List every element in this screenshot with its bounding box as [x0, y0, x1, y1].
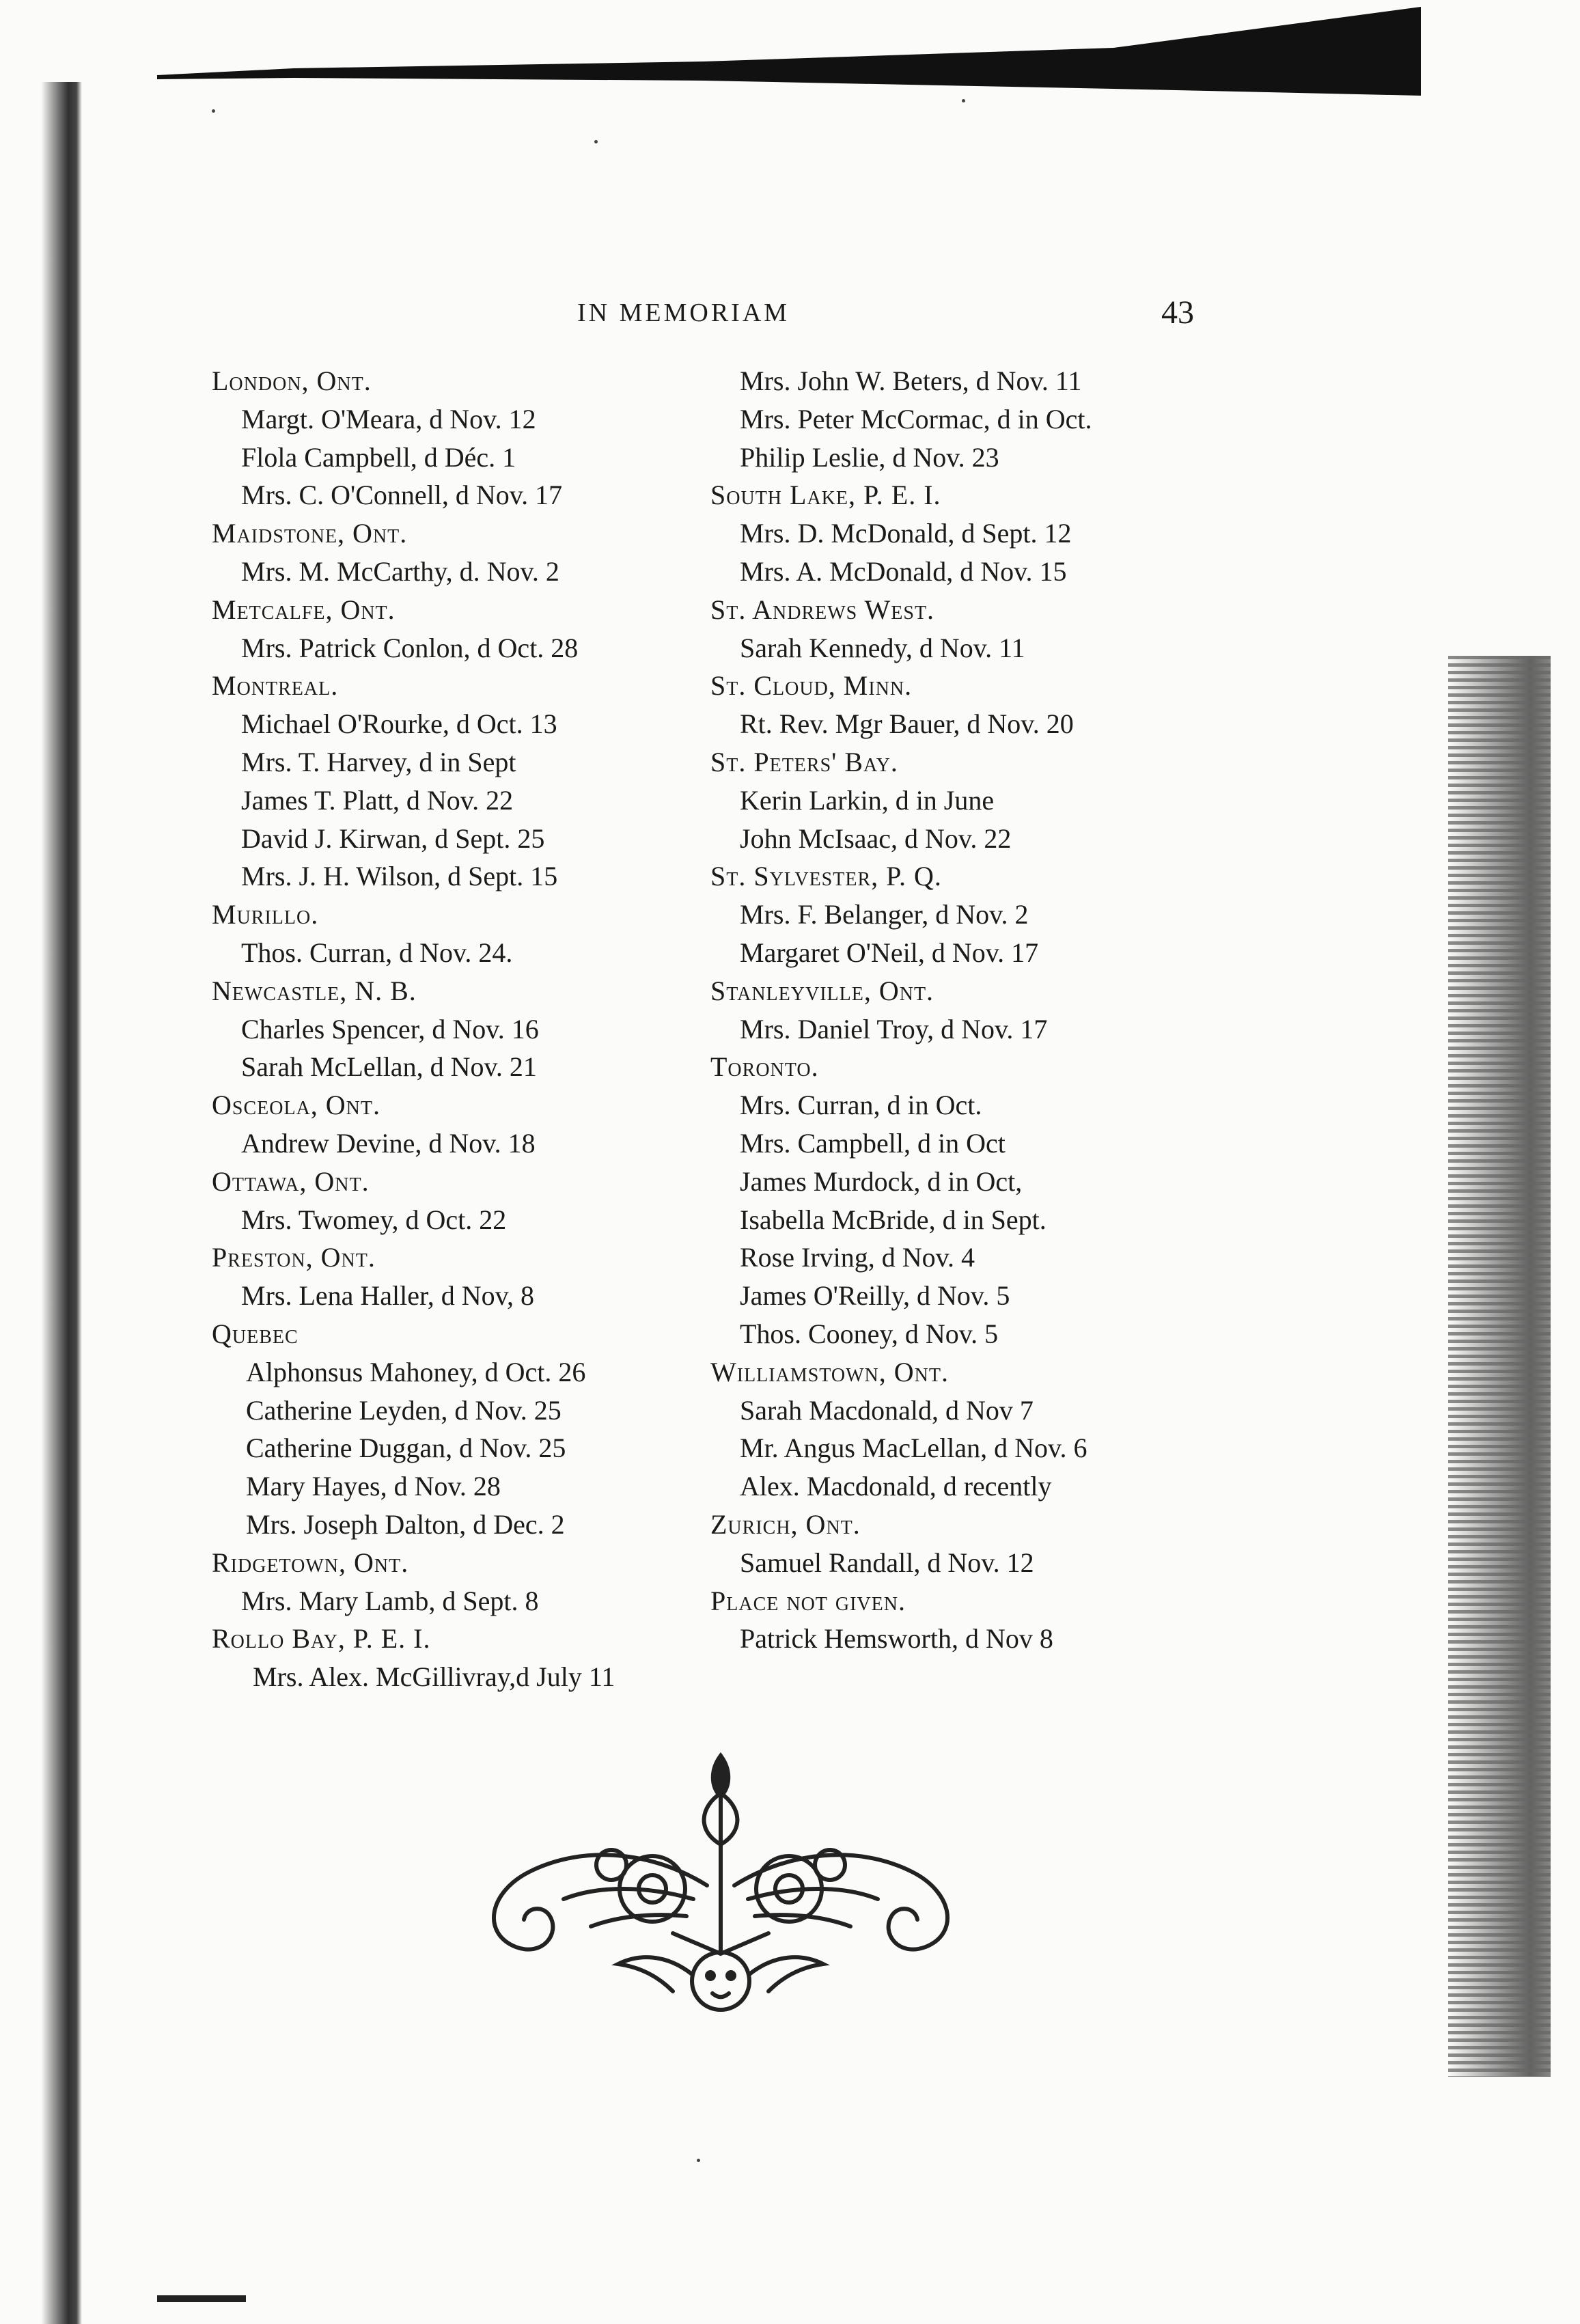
place-heading: Preston, Ont.	[212, 1242, 376, 1273]
obituary-entry: Samuel Randall, d Nov. 12	[740, 1547, 1034, 1578]
obituary-entry: Mrs. C. O'Connell, d Nov. 17	[241, 480, 563, 511]
place-heading: Williamstown, Ont.	[710, 1356, 949, 1387]
place-heading: St. Peters' Bay.	[710, 746, 898, 777]
place-heading: Stanleyville, Ont.	[710, 975, 934, 1006]
place-heading: Toronto.	[710, 1051, 819, 1083]
place-heading: Rollo Bay, P. E. I.	[212, 1623, 431, 1655]
obituary-entry: Mrs. M. McCarthy, d. Nov. 2	[241, 555, 559, 587]
running-head: IN MEMORIAM	[577, 299, 790, 327]
obituary-entry: Michael O'Rourke, d Oct. 13	[241, 708, 557, 740]
place-heading: St. Sylvester, P. Q.	[710, 861, 942, 892]
place-heading: St. Cloud, Minn.	[710, 670, 913, 702]
place-heading: South Lake, P. E. I.	[710, 480, 941, 511]
left-column	[212, 362, 745, 1696]
place-heading: Maidstone, Ont.	[212, 518, 408, 549]
obituary-entry: Mrs. Peter McCormac, d in Oct.	[740, 403, 1092, 434]
obituary-entry: Sarah McLellan, d Nov. 21	[241, 1051, 537, 1083]
obituary-entry: Mrs. F. Belanger, d Nov. 2	[740, 899, 1029, 930]
obituary-entry: James O'Reilly, d Nov. 5	[740, 1280, 1010, 1312]
obituary-entry: Isabella McBride, d in Sept.	[740, 1204, 1047, 1235]
floral-scroll-ornament-icon	[447, 1728, 994, 2070]
place-heading: Ridgetown, Ont.	[212, 1547, 409, 1578]
place-heading: Murillo.	[212, 899, 319, 930]
scan-edge-bottom	[157, 2295, 246, 2302]
speck	[594, 140, 598, 143]
place-heading: Osceola, Ont.	[212, 1090, 380, 1121]
obituary-entry: Catherine Duggan, d Nov. 25	[246, 1433, 566, 1464]
page-number: 43	[1161, 294, 1194, 331]
obituary-entry: Margaret O'Neil, d Nov. 17	[740, 937, 1039, 968]
obituary-entry: Mrs. John W. Beters, d Nov. 11	[740, 365, 1082, 396]
obituary-entry: Alex. Macdonald, d recently	[740, 1471, 1052, 1502]
obituary-entry: Sarah Kennedy, d Nov. 11	[740, 632, 1025, 663]
obituary-entry: James T. Platt, d Nov. 22	[241, 784, 514, 816]
obituary-entry: Margt. O'Meara, d Nov. 12	[241, 403, 536, 434]
obituary-entry: Andrew Devine, d Nov. 18	[241, 1127, 536, 1159]
right-column	[710, 362, 1202, 1658]
obituary-entry: John McIsaac, d Nov. 22	[740, 822, 1012, 854]
obituary-entry: Mary Hayes, d Nov. 28	[246, 1471, 501, 1502]
scan-edge-right	[1448, 656, 1551, 2077]
obituary-entry: Catherine Leyden, d Nov. 25	[246, 1394, 562, 1426]
obituary-entry: Mrs. Campbell, d in Oct	[740, 1127, 1006, 1159]
obituary-entry: Mrs. J. H. Wilson, d Sept. 15	[241, 861, 558, 892]
speck	[697, 2159, 700, 2162]
obituary-entry: Mrs. Twomey, d Oct. 22	[241, 1204, 507, 1235]
place-heading: Newcastle, N. B.	[212, 975, 417, 1006]
place-heading: Montreal.	[212, 670, 339, 702]
place-heading: Quebec	[212, 1318, 299, 1349]
obituary-entry: Patrick Hemsworth, d Nov 8	[740, 1623, 1053, 1655]
obituary-entry: David J. Kirwan, d Sept. 25	[241, 822, 545, 854]
obituary-entry: Charles Spencer, d Nov. 16	[241, 1013, 539, 1045]
obituary-entry: Rt. Rev. Mgr Bauer, d Nov. 20	[740, 708, 1074, 740]
speck	[962, 99, 965, 102]
obituary-entry: Mrs. Lena Haller, d Nov, 8	[241, 1280, 535, 1312]
scan-edge-left	[41, 82, 82, 2324]
obituary-entry: Mrs. Daniel Troy, d Nov. 17	[740, 1013, 1048, 1045]
obituary-entry: Mrs. D. McDonald, d Sept. 12	[740, 518, 1072, 549]
obituary-entry: Mrs. Joseph Dalton, d Dec. 2	[246, 1508, 565, 1540]
obituary-entry: Kerin Larkin, d in June	[740, 784, 995, 816]
place-heading: Ottawa, Ont.	[212, 1165, 370, 1197]
obituary-entry: Mrs. T. Harvey, d in Sept	[241, 746, 516, 777]
obituary-entry: Mrs. Mary Lamb, d Sept. 8	[241, 1585, 539, 1616]
obituary-entry: Thos. Curran, d Nov. 24.	[241, 937, 513, 968]
place-heading: St. Andrews West.	[710, 594, 935, 625]
obituary-entry: Mrs. Patrick Conlon, d Oct. 28	[241, 632, 579, 663]
place-heading: Place not given.	[710, 1585, 906, 1616]
obituary-entry: Mrs. A. McDonald, d Nov. 15	[740, 555, 1067, 587]
obituary-entry: Alphonsus Mahoney, d Oct. 26	[246, 1356, 586, 1387]
obituary-entry: Mrs. Alex. McGillivray,d July 11	[253, 1661, 615, 1693]
place-heading: London, Ont.	[212, 365, 372, 396]
obituary-entry: Rose Irving, d Nov. 4	[740, 1242, 975, 1273]
obituary-entry: Mrs. Curran, d in Oct.	[740, 1090, 982, 1121]
speck	[212, 109, 215, 113]
obituary-entry: James Murdock, d in Oct,	[740, 1165, 1023, 1197]
obituary-entry: Philip Leslie, d Nov. 23	[740, 441, 999, 473]
obituary-entry: Thos. Cooney, d Nov. 5	[740, 1318, 999, 1349]
obituary-entry: Mr. Angus MacLellan, d Nov. 6	[740, 1433, 1087, 1464]
obituary-entry: Flola Campbell, d Déc. 1	[241, 441, 516, 473]
scan-edge-top	[157, 0, 1421, 102]
place-heading: Metcalfe, Ont.	[212, 594, 396, 625]
place-heading: Zurich, Ont.	[710, 1508, 861, 1540]
obituary-entry: Sarah Macdonald, d Nov 7	[740, 1394, 1034, 1426]
